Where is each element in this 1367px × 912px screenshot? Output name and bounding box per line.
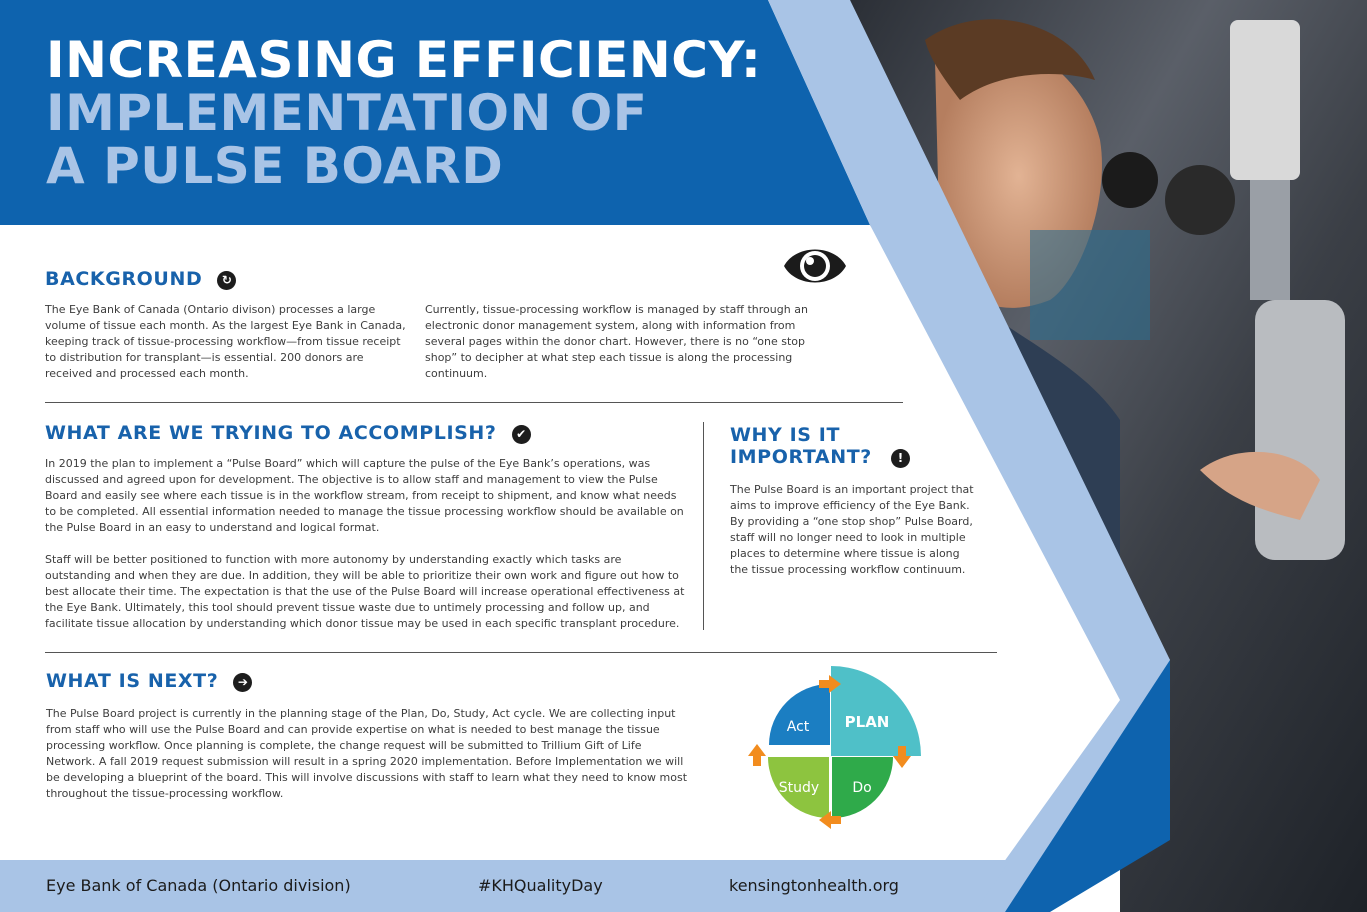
divider-1 xyxy=(45,402,903,403)
circular-arrow-icon: ↻ xyxy=(217,271,236,290)
title-line-2: IMPLEMENTATION OF xyxy=(46,84,648,142)
page-title xyxy=(46,31,762,195)
cycle-arrow-left xyxy=(748,744,766,766)
exclamation-icon: ! xyxy=(891,449,910,468)
cycle-act-segment xyxy=(769,684,830,745)
next-heading: WHAT IS NEXT? xyxy=(46,670,219,692)
cycle-do-label: Do xyxy=(852,780,872,796)
footer-org: Eye Bank of Canada (Ontario division) xyxy=(46,876,351,895)
cycle-plan-label: PLAN xyxy=(844,713,890,731)
cycle-plan-segment xyxy=(831,666,921,756)
accomplish-body xyxy=(45,456,685,648)
background-heading: BACKGROUND xyxy=(45,268,203,290)
vertical-divider xyxy=(703,422,704,630)
title-line-1: INCREASING EFFICIENCY: xyxy=(46,31,762,89)
next-heading-row xyxy=(46,670,252,692)
arrow-right-icon: ➔ xyxy=(233,673,252,692)
footer-hashtag: #KHQualityDay xyxy=(478,876,603,895)
checkmark-icon: ✔ xyxy=(512,425,531,444)
why-text: The Pulse Board is an important project that aims to improve efficiency of the Eye Bank. By providing a “one stop shop” Pulse Board, staff will no longer need to look in multiple places to determine where tissue is along the tissue processing workflow continuum. xyxy=(730,483,974,576)
background-col1: The Eye Bank of Canada (Ontario divison) processes a large volume of tissue each month. As the largest Eye Bank in Canada, keeping track of tissue-processing workflow—from tissue receipt to distribution for transplant—is essential. 200 donors are received and processed each month. xyxy=(45,303,406,380)
accomplish-heading-row xyxy=(45,422,531,444)
background-col2: Currently, tissue-processing workflow is managed by staff through an electronic donor management system, along with information from several pages within the donor chart. However, there is no “one stop shop” to decipher at what step each tissue is along the processing continuum. xyxy=(425,303,808,380)
background-heading-row xyxy=(45,268,236,290)
title-line-3: A PULSE BOARD xyxy=(46,137,504,195)
cycle-act-label: Act xyxy=(786,719,810,735)
accomplish-para-1: In 2019 the plan to implement a “Pulse Board” which will capture the pulse of the Eye Bank’s operations, was discussed and agreed upon for development. The objective is to allow staff and management to view the Pulse Board and easily see where each tissue is in the workflow stream, from receipt to shipment, and know what needs to be completed. All essential information needed to manage the tissue processing workflow should be available on the Pulse Board in an easy to understand and logical format. xyxy=(45,457,684,534)
why-heading-block xyxy=(730,424,910,468)
accomplish-heading: WHAT ARE WE TRYING TO ACCOMPLISH? xyxy=(45,422,497,444)
pdsa-cycle-diagram xyxy=(745,660,930,840)
why-heading-line-1: WHY IS IT xyxy=(730,424,841,446)
eye-icon xyxy=(782,238,848,294)
footer-website[interactable]: kensingtonhealth.org xyxy=(729,876,899,895)
next-text: The Pulse Board project is currently in the planning stage of the Plan, Do, Study, Act cycle. We are collecting input from staff who will use the Pulse Board and can provide expertise on what is needed to best manage the tissue processing workflow. Once planning is complete, the change request will be submitted to Trillium Gift of Life Network. A fall 2019 request submission will result in a spring 2020 implementation. Before Implementation we will be developing a blueprint of the board. This will involve discussions with staff to learn what they need to know most throughout the tissue-processing workflow. xyxy=(46,707,688,800)
divider-2 xyxy=(45,652,997,653)
cycle-study-label: Study xyxy=(778,780,820,796)
accomplish-para-2: Staff will be better positioned to function with more autonomy by understanding exactly which tasks are outstanding and when they are due. In addition, they will be able to prioritize their own work and figure out how to best allocate their time. The expectation is that the use of the Pulse Board will increase operational effectiveness at the Eye Bank. Ultimately, this tool should prevent tissue waste due to untimely processing and follow up, and facilitate tissue allocation by understanding which donor tissue may be used in each specific transplant procedure. xyxy=(45,553,685,630)
why-heading-line-2: IMPORTANT? xyxy=(730,446,872,468)
